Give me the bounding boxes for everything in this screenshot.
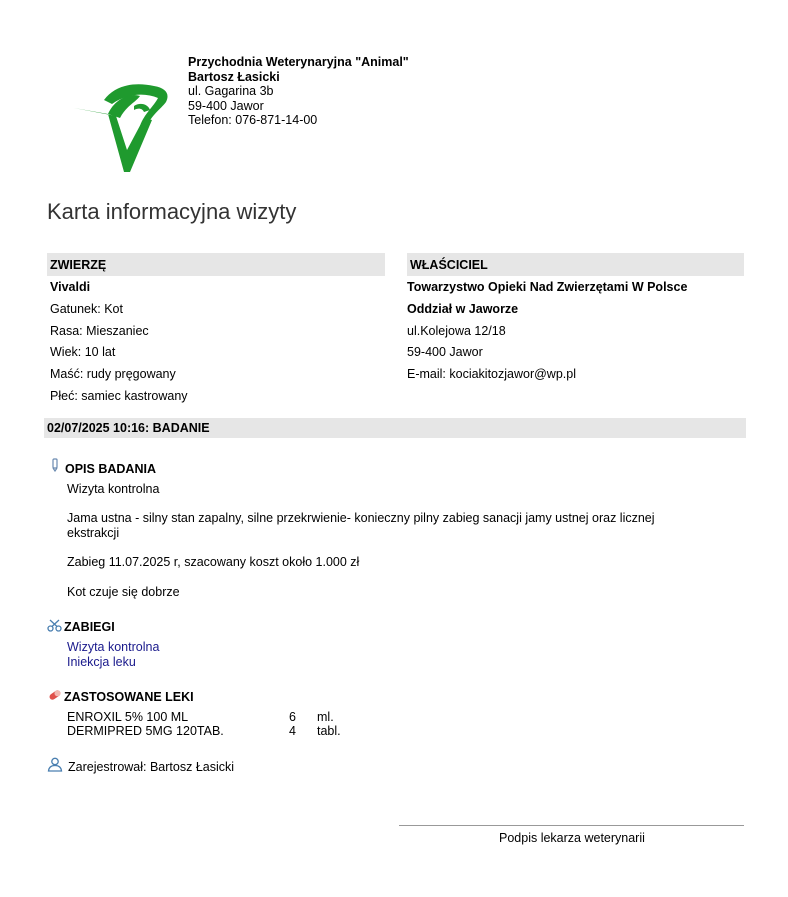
registered-by: Zarejestrował: Bartosz Łasicki (68, 760, 235, 774)
page-title: Karta informacyjna wizyty (47, 199, 297, 224)
animal-color: Maść: rudy pręgowany (50, 367, 176, 381)
clinic-name: Przychodnia Weterynaryjna "Animal" (188, 55, 409, 69)
clinic-phone: Telefon: 076-871-14-00 (188, 113, 318, 127)
owner-section-header: WŁAŚCICIEL (407, 253, 744, 276)
clinic-city: 59-400 Jawor (188, 98, 264, 113)
user-icon (47, 757, 63, 772)
clinic-header (188, 55, 409, 128)
exam-line: Jama ustna - silny stan zapalny, silne przekrwienie- konieczny pilny zabieg sanacji jamy ustnej oraz licznej (67, 511, 655, 525)
exam-line: Zabieg 11.07.2025 r, szacowany koszt około 1.000 zł (67, 555, 360, 569)
animal-age: Wiek: 10 lat (50, 345, 116, 359)
procedure-item: Iniekcja leku (67, 655, 136, 669)
animal-section-header: ZWIERZĘ (47, 253, 385, 276)
visit-header: 02/07/2025 10:16: BADANIE (44, 418, 746, 438)
logo-icon (74, 80, 174, 176)
clinic-doctor: Bartosz Łasicki (188, 69, 280, 84)
owner-name-line1: Towarzystwo Opieki Nad Zwierzętami W Polsce (407, 280, 688, 294)
med-name: DERMIPRED 5MG 120TAB. (67, 724, 224, 738)
animal-name: Vivaldi (50, 280, 91, 294)
med-unit: ml. (317, 710, 334, 724)
exam-line: Wizyta kontrolna (67, 482, 160, 496)
animal-species: Gatunek: Kot (50, 302, 123, 316)
scissors-icon (47, 619, 62, 632)
pen-icon (50, 458, 60, 472)
pill-icon (48, 689, 62, 701)
owner-street: ul.Kolejowa 12/18 (407, 324, 506, 338)
procedures-title: ZABIEGI (64, 620, 115, 634)
procedure-item: Wizyta kontrolna (67, 640, 160, 654)
owner-name-line2: Oddział w Jaworze (407, 302, 519, 316)
signature-label: Podpis lekarza weterynarii (499, 831, 645, 845)
med-qty: 6 (289, 710, 296, 724)
exam-line: ekstrakcji (67, 526, 120, 540)
owner-email: E-mail: kociakitozjawor@wp.pl (407, 367, 576, 381)
animal-breed: Rasa: Mieszaniec (50, 324, 149, 338)
med-qty: 4 (289, 724, 296, 738)
exam-line: Kot czuje się dobrze (67, 585, 180, 599)
med-unit: tabl. (317, 724, 341, 738)
clinic-street: ul. Gagarina 3b (188, 84, 274, 98)
animal-sex: Płeć: samiec kastrowany (50, 389, 188, 403)
owner-city: 59-400 Jawor (407, 345, 483, 359)
med-name: ENROXIL 5% 100 ML (67, 710, 189, 724)
signature-line (399, 825, 744, 826)
meds-title: ZASTOSOWANE LEKI (64, 690, 194, 704)
exam-title: OPIS BADANIA (65, 462, 156, 476)
